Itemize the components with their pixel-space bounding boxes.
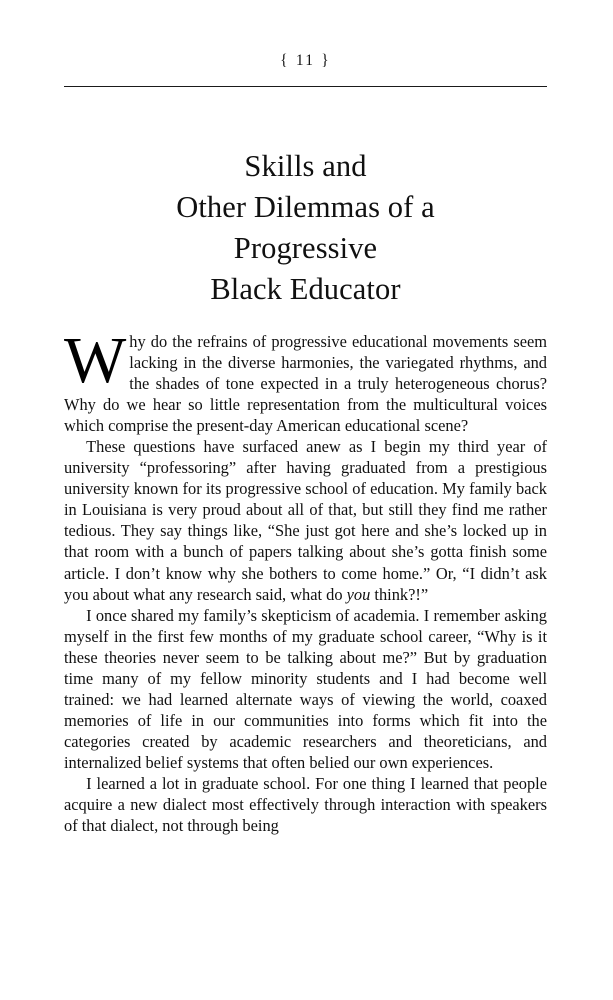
paragraph-2 [64, 436, 547, 604]
paragraph-1 [64, 324, 547, 436]
page-title [64, 146, 547, 310]
paragraph-2-emphasis-you: you [346, 584, 371, 604]
paragraph-3-text: I once shared my family’s skepticism of academia. I remember asking myself in the first few months of my graduate school career, “Why is it these theories never seem to be talking about me?” But by graduation time many of my fellow minority students and I had become well trained: we had learned alternate ways of viewing the world, coaxed memories of life in our communities into forms which fit into the categories created by academic researchers and theoreticians, and internalized belief systems that often belied our own experiences. [64, 605, 547, 772]
page-title-line-1: Skills and [244, 149, 367, 184]
body-text-column [64, 324, 547, 836]
paragraph-4-text: I learned a lot in graduate school. For one thing I learned that people acquire a new dialect most effectively through interaction with speakers of that dialect, not through being [64, 773, 547, 836]
header-divider-rule [64, 86, 547, 87]
page-title-line-3: Progressive [233, 231, 378, 266]
paragraph-1-text: hy do the refrains of progressive educational movements seem lacking in the diverse harmonies, the variegated rhythms, and the shades of tone expected in a truly heterogeneous chorus? Why do we hear so little representation from the multicultural voices which comprise the present-day American educational scene? [64, 332, 547, 436]
page-title-line-4: Black Educator [210, 272, 401, 307]
paragraph-3 [64, 605, 547, 773]
drop-cap-letter: W [64, 324, 127, 397]
paragraph-2-text-part-b: think?!” [370, 584, 429, 604]
page-title-line-2: Other Dilemmas of a [176, 190, 435, 225]
running-head-chapter-number: { 11 } [280, 52, 331, 69]
paragraph-4 [64, 773, 547, 836]
paragraph-2-text-part-a: These questions have surfaced anew as I begin my third year of university “professoring” after having graduated from a prestigious university known for its progressive school of education. My family back in Louisiana is very proud about all of that, but still they find me rather tedious. They say things like, “She just got here and she’s locked up in that room with a bunch of papers talking about she’s gotta finish some article. I don’t know why she bothers to come home.” Or, “I didn’t ask you about what any research said, what do [64, 437, 547, 604]
